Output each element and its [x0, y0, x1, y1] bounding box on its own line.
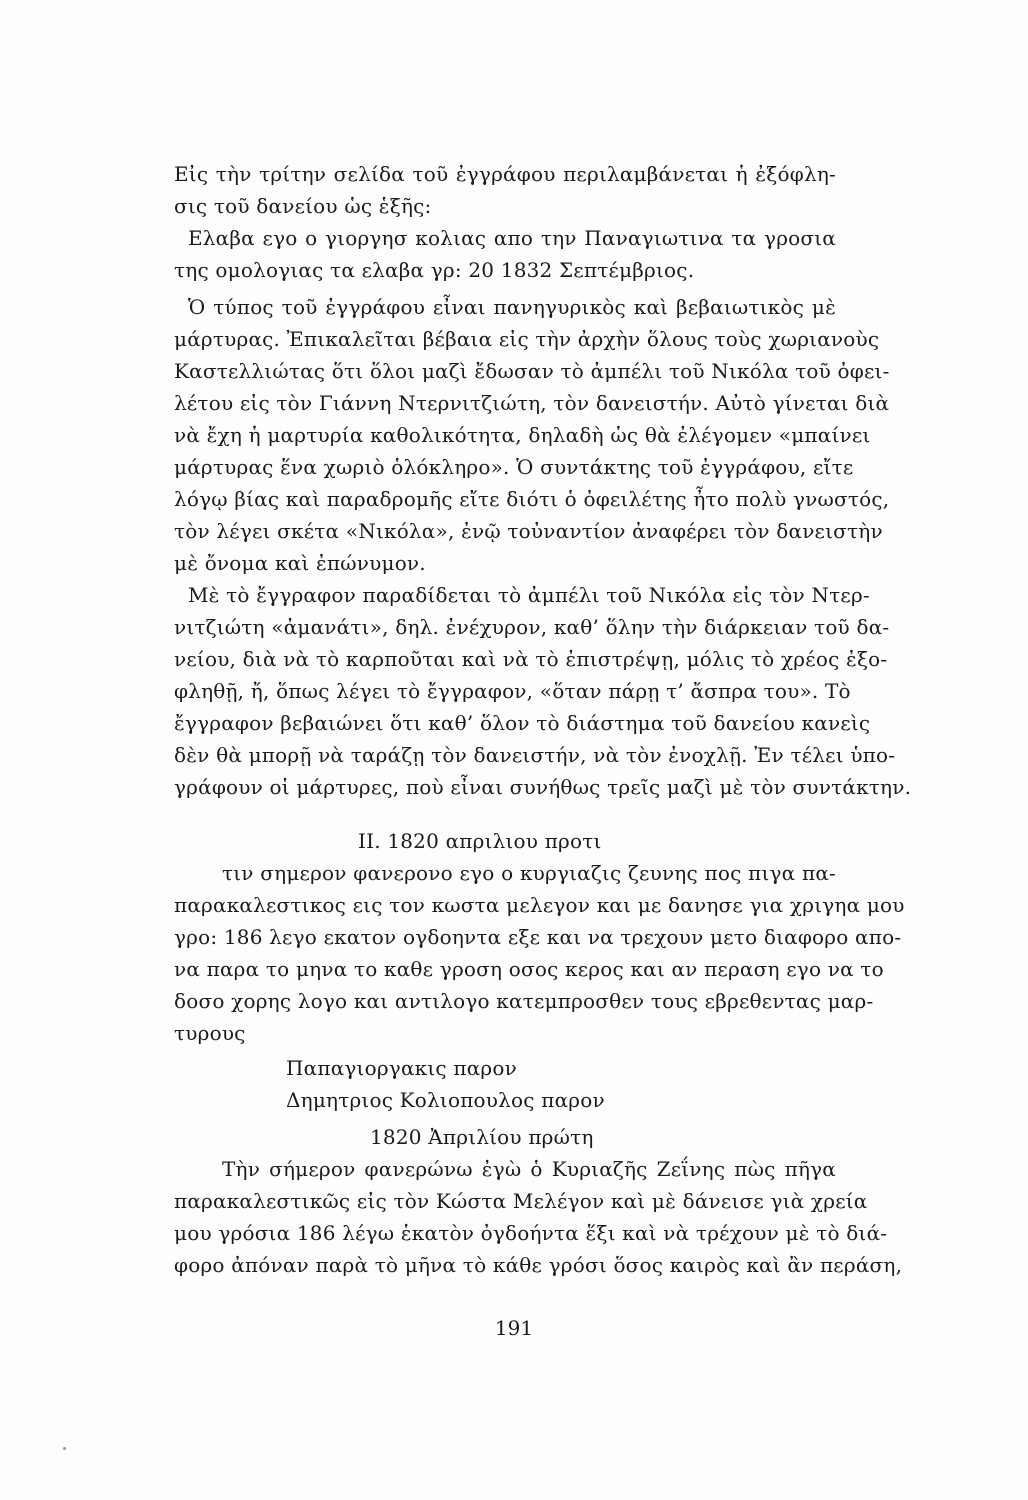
- text-line: τιν σημερον φανερονο εγο ο κυργιαζις ζευνης πος πιγα πα-: [222, 861, 836, 885]
- text-line: τὸν λέγει σκέτα «Νικόλα», ἐνῷ τοὐναντίον ἀναφέρει τὸν δανειστὴν: [174, 519, 883, 543]
- text-line: λόγῳ βίας καὶ παραδρομῆς εἴτε διότι ὁ ὀφειλέτης ἦτο πολὺ γνωστός,: [174, 487, 890, 511]
- text-line: γράφουν οἱ μάρτυρες, ποὺ εἶναι συνήθως τρεῖς μαζὶ μὲ τὸν συντάκτην.: [174, 775, 912, 799]
- text-line: γρο: 186 λεγο εκατον ογδοηντα εξε και να τρεχουν μετο διαφορο απο-: [174, 925, 902, 949]
- text-line: μάρτυρας. Ἐπικαλεῖται βέβαια εἰς τὴν ἀρχὴν ὅλους τοὺς χωριανοὺς: [174, 327, 880, 351]
- text-line: φορο ἀπόναν παρὰ τὸ μῆνα τὸ κάθε γρόσι ὅσος καιρὸς καὶ ἂν περάση,: [174, 1253, 903, 1277]
- text-line: νὰ ἔχη ἡ μαρτυρία καθολικότητα, δηλαδὴ ὡς θὰ ἐλέγομεν «μπαίνει: [174, 423, 871, 447]
- text-line: λέτου εἰς τὸν Γιάννη Ντερνιτζιώτη, τὸν δανειστήν. Αὐτὸ γίνεται διὰ: [174, 391, 890, 415]
- text-line: μου γρόσια 186 λέγω ἑκατὸν ὀγδοήντα ἕξι καὶ νὰ τρέχουν μὲ τὸ διά-: [174, 1221, 888, 1245]
- text-line: ἔγγραφον βεβαιώνει ὅτι καθ’ ὅλον τὸ διάστημα τοῦ δανείου κανεὶς: [174, 711, 871, 735]
- text-line: της ομολογιας τα ελαβα γρ: 20 1832 Σεπτέμβριος.: [174, 258, 695, 282]
- text-line: δοσο χορης λογο και αντιλογο κατεμπροσθεν τους εβρεθεντας μαρ-: [174, 989, 874, 1013]
- text-line: παρακαλεστικῶς εἰς τὸν Κώστα Μελέγον καὶ μὲ δάνεισε γιὰ χρεία: [174, 1189, 868, 1213]
- text-line: Ελαβα εγο ο γιοργησ κολιας απο την Παναγιωτινα τα γροσια: [188, 226, 836, 250]
- section-heading: 1820 Ἀπριλίου πρώτη: [370, 1125, 594, 1149]
- text-line: νείου, διὰ νὰ τὸ καρποῦται καὶ νὰ τὸ ἐπιστρέψῃ, μόλις τὸ χρέος ἐξο-: [174, 647, 888, 671]
- text-line: μὲ ὄνομα καὶ ἐπώνυμον.: [174, 551, 426, 575]
- text-line: Ὁ τύπος τοῦ ἐγγράφου εἶναι πανηγυρικὸς καὶ βεβαιωτικὸς μὲ: [188, 295, 836, 319]
- text-line: Καστελλιώτας ὅτι ὅλοι μαζὶ ἔδωσαν τὸ ἀμπέλι τοῦ Νικόλα τοῦ ὀφει-: [174, 359, 890, 383]
- section-heading: II. 1820 απριλιου προτι: [358, 829, 602, 853]
- text-line: τυρους: [174, 1021, 246, 1045]
- scan-speck: [63, 1447, 66, 1450]
- text-line: να παρα το μηνα το καθε γροση οσος κερος και αν περαση εγο να το: [174, 957, 884, 981]
- text-line: μάρτυρας ἕνα χωριὸ ὁλόκληρο». Ὁ συντάκτης τοῦ ἐγγράφου, εἴτε: [174, 455, 854, 479]
- witness-line: Παπαγιοργακις παρον: [286, 1056, 517, 1080]
- text-line: φληθῇ, ἤ, ὅπως λέγει τὸ ἔγγραφον, «ὅταν πάρῃ τ’ ἄσπρα του». Τὸ: [174, 679, 851, 703]
- text-line: νιτζιώτη «ἀμανάτι», δηλ. ἐνέχυρον, καθ’ ὅλην τὴν διάρκειαν τοῦ δα-: [174, 615, 890, 639]
- text-line: Τὴν σήμερον φανερώνω ἐγὼ ὁ Κυριαζῆς Ζεΐνης πὼς πῆγα: [222, 1157, 836, 1181]
- text-line: σις τοῦ δανείου ὡς ἑξῆς:: [174, 194, 432, 218]
- text-line: δὲν θὰ μπορῇ νὰ ταράζῃ τὸν δανειστήν, νὰ τὸν ἐνοχλῇ. Ἐν τέλει ὑπο-: [174, 743, 896, 767]
- text-line: παρακαλεστικος εις τον κωστα μελεγον και με δανησε για χριγηα μου: [174, 893, 905, 917]
- witness-line: Δημητριος Κολιοπουλος παρον: [286, 1088, 605, 1112]
- text-line: Εἰς τὴν τρίτην σελίδα τοῦ ἐγγράφου περιλαμβάνεται ἡ ἐξόφλη-: [174, 162, 836, 186]
- text-line: Μὲ τὸ ἔγγραφον παραδίδεται τὸ ἀμπέλι τοῦ Νικόλα εἰς τὸν Ντερ-: [188, 583, 870, 607]
- page-number: 191: [494, 1316, 534, 1340]
